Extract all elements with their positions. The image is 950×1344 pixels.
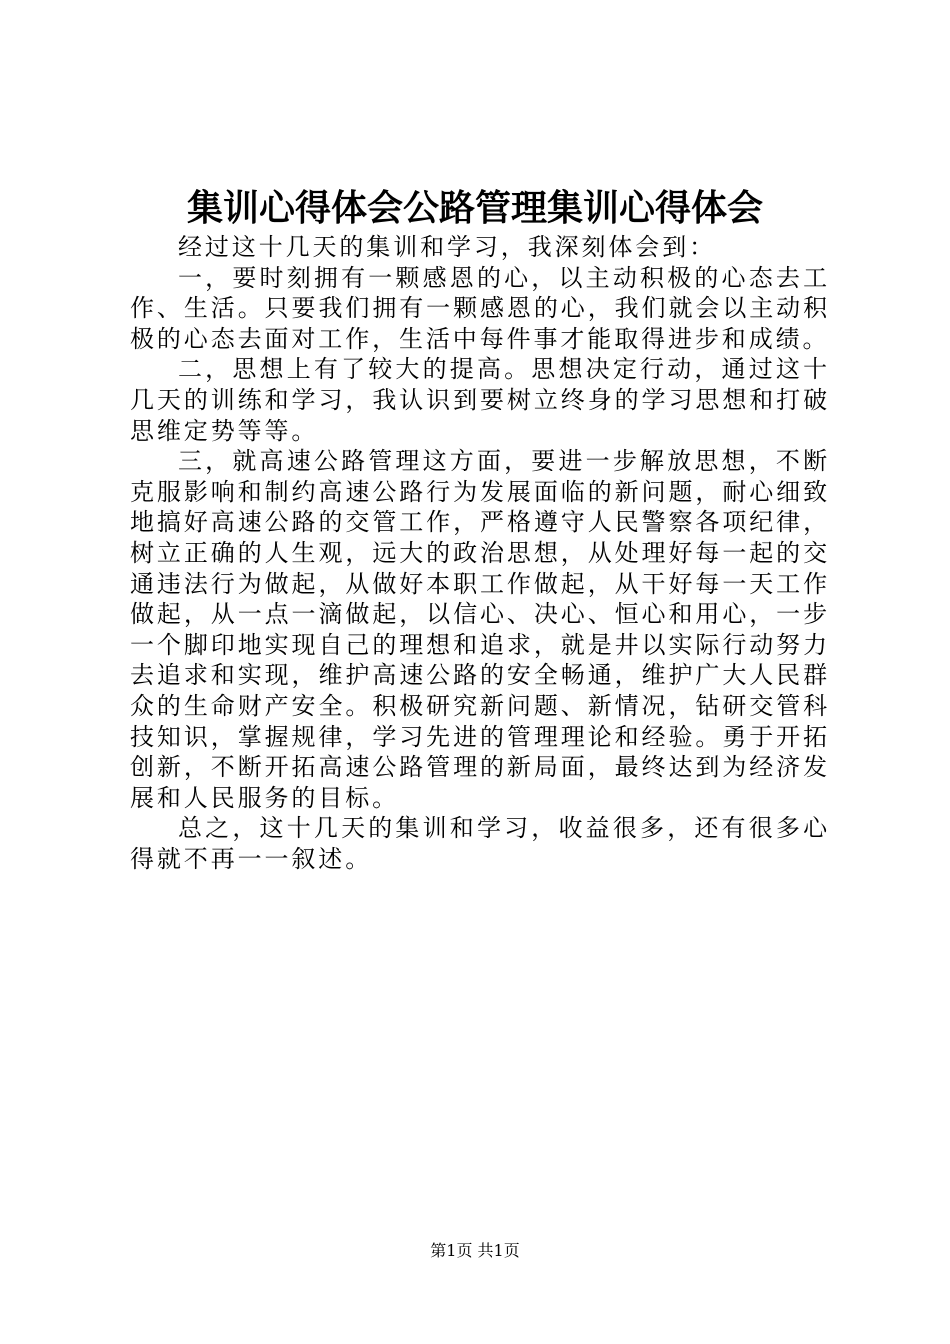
paragraph-point-one: 一，要时刻拥有一颗感恩的心，以主动积极的心态去工作、生活。只要我们拥有一颗感恩的心，我们就会以主动积极的心态去面对工作，生活中每件事才能取得进步和成绩。 — [130, 263, 830, 353]
document-body — [130, 232, 830, 874]
document-title: 集训心得体会公路管理集训心得体会 — [186, 187, 763, 229]
page-footer: 第1页 共1页 — [430, 1241, 520, 1260]
paragraph-point-two: 二，思想上有了较大的提高。思想决定行动，通过这十几天的训练和学习，我认识到要树立终身的学习思想和打破思维定势等等。 — [130, 355, 830, 445]
paragraph-intro: 经过这十几天的集训和学习，我深刻体会到： — [178, 233, 716, 261]
paragraph-point-three: 三，就高速公路管理这方面，要进一步解放思想，不断克服影响和制约高速公路行为发展面临的新问题，耐心细致地搞好高速公路的交管工作，严格遵守人民警察各项纪律，树立正确的人生观，远大的政治思想，从处理好每一起的交通违法行为做起，从做好本职工作做起，从干好每一天工作做起，从一点一滴做起，以信心、决心、恒心和用心，一步一个脚印地实现自己的理想和追求，就是井以实际行动努力去追求和实现，维护高速公路的安全畅通，维护广大人民群众的生命财产安全。积极研究新问题、新情况，钻研交管科技知识，掌握规律，学习先进的管理理论和经验。勇于开拓创新，不断开拓高速公路管理的新局面，最终达到为经济发展和人民服务的目标。 — [130, 447, 830, 812]
paragraph-conclusion: 总之，这十几天的集训和学习，收益很多，还有很多心得就不再一一叙述。 — [130, 814, 830, 873]
